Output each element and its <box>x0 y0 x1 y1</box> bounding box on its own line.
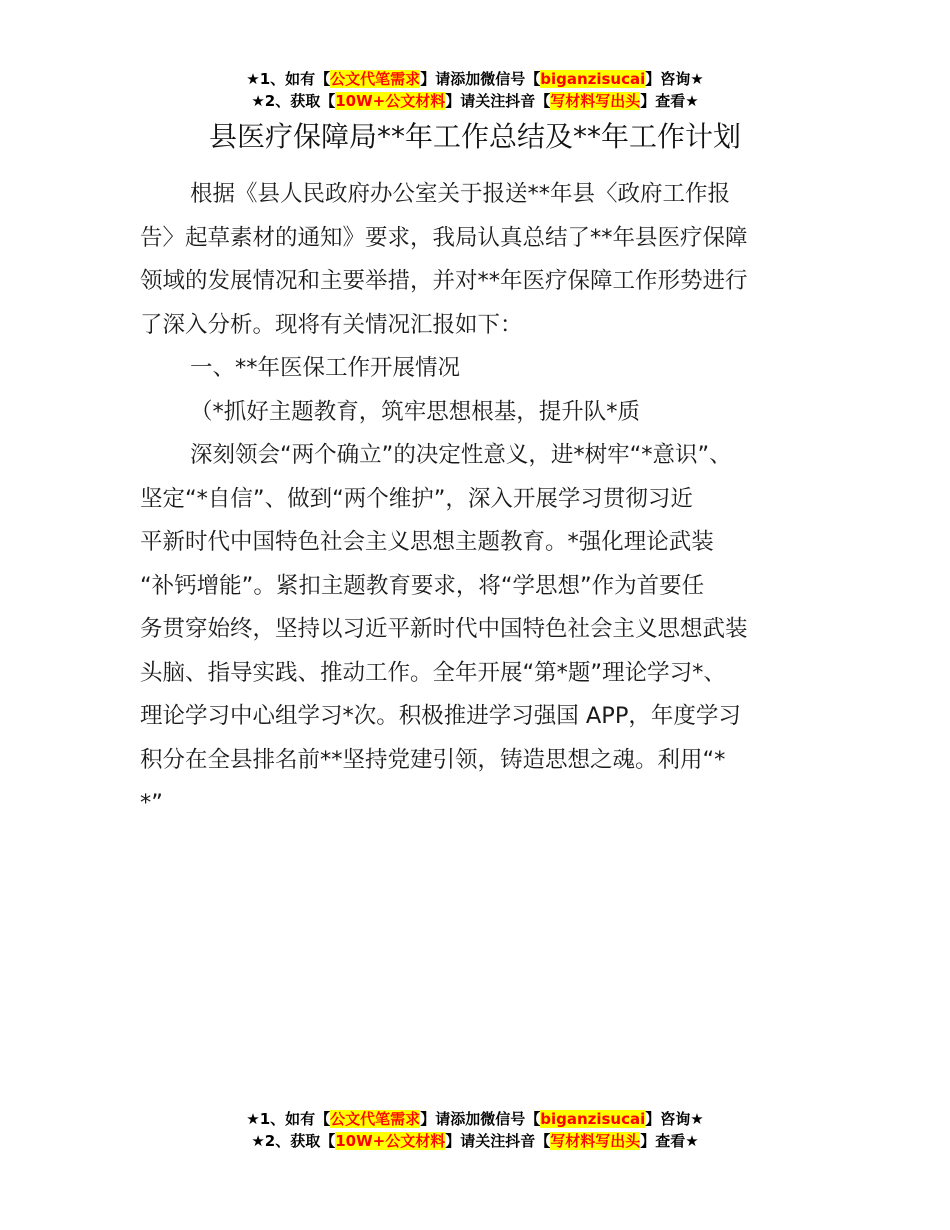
highlight-materials: 10W+公文材料 <box>335 92 446 110</box>
notice-line-2 <box>0 90 950 112</box>
notice-text: 】查看★ <box>640 92 699 110</box>
footer-notice <box>0 1108 950 1152</box>
body-line: *” <box>140 790 163 816</box>
highlight-douyin: 写材料写出头 <box>550 1132 641 1150</box>
body-line: 积分在全县排名前**坚持党建引领，铸造思想之魂。利用“* <box>140 746 726 773</box>
body-line: 理论学习中心组学习*次。积极推进学习强国 APP，年度学习 <box>140 703 741 729</box>
body-line: 根据《县人民政府办公室关于报送**年县〈政府工作报 <box>190 181 731 207</box>
body-line: 了深入分析。现将有关情况汇报如下： <box>140 311 523 338</box>
subsection-heading: （*抓好主题教育，筑牢思想根基，提升队*质 <box>190 398 641 425</box>
notice-text: 】请添加微信号【 <box>420 1110 541 1128</box>
highlight-materials: 10W+公文材料 <box>335 1132 446 1150</box>
body-line: “补钙增能”。紧扣主题教育要求，将“学思想”作为首要任 <box>140 572 705 599</box>
notice-text: ★1、如有【 <box>246 1110 331 1128</box>
body-line: 坚定“*自信”、做到“两个维护”，深入开展学习贯彻习近 <box>140 485 693 512</box>
notice-text: 】咨询★ <box>645 70 704 88</box>
highlight-ghostwriting: 公文代笔需求 <box>330 1110 421 1128</box>
document-body <box>140 173 815 826</box>
section-heading: 一、**年医保工作开展情况 <box>190 355 461 381</box>
body-line: 告〉起草素材的通知》要求，我局认真总结了**年县医疗保障 <box>140 224 748 251</box>
document-title: 县医疗保障局**年工作总结及**年工作计划 <box>208 120 741 153</box>
body-line: 深刻领会“两个确立”的决定性意义，进*树牢“*意识”、 <box>190 442 732 468</box>
notice-line-1 <box>0 1108 950 1130</box>
notice-text: 】查看★ <box>640 1132 699 1150</box>
highlight-wechat-id: biganzisucai <box>540 70 646 88</box>
notice-line-2 <box>0 1130 950 1152</box>
body-line: 务贯穿始终，坚持以习近平新时代中国特色社会主义思想武装 <box>140 616 748 642</box>
highlight-douyin: 写材料写出头 <box>550 92 641 110</box>
notice-text: 】请关注抖音【 <box>445 1132 551 1150</box>
notice-text: ★2、获取【 <box>251 92 336 110</box>
highlight-wechat-id: biganzisucai <box>540 1110 646 1128</box>
body-line: 头脑、指导实践、推动工作。全年开展“第*题”理论学习*、 <box>140 659 726 686</box>
notice-text: ★2、获取【 <box>251 1132 336 1150</box>
body-line: 领域的发展情况和主要举措，并对**年医疗保障工作形势进行 <box>140 268 748 294</box>
highlight-ghostwriting: 公文代笔需求 <box>330 70 421 88</box>
header-notice <box>0 68 950 112</box>
notice-text: 】请添加微信号【 <box>420 70 541 88</box>
notice-text: 】请关注抖音【 <box>445 92 551 110</box>
notice-text: ★1、如有【 <box>246 70 331 88</box>
body-line: 平新时代中国特色社会主义思想主题教育。*强化理论武装 <box>140 529 714 555</box>
notice-line-1 <box>0 68 950 90</box>
notice-text: 】咨询★ <box>645 1110 704 1128</box>
